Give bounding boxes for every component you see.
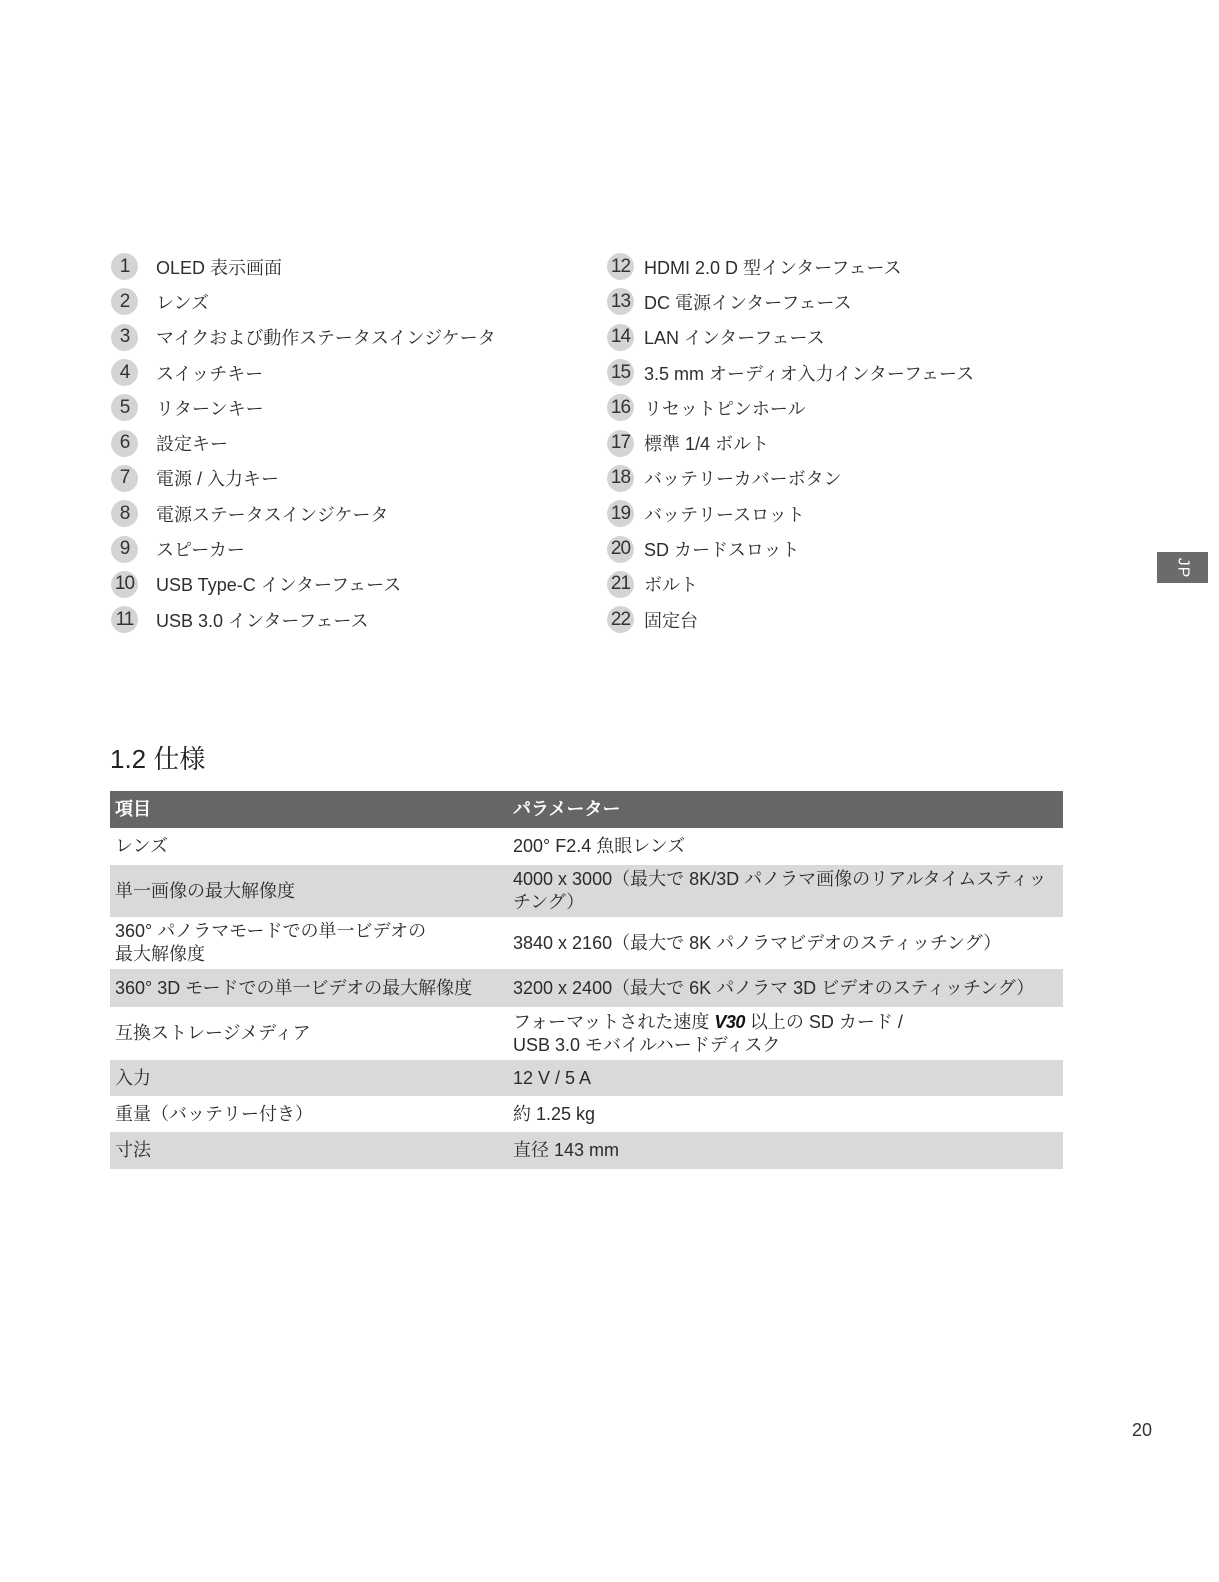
component-item [607,425,1087,460]
component-list-left [111,249,551,637]
component-label: ボルト [644,575,698,596]
component-number-badge: 15 [607,359,634,386]
component-number-badge: 18 [607,465,634,492]
component-item [607,249,1087,284]
spec-row [110,1007,1063,1060]
component-number-badge: 20 [607,536,634,563]
spec-table-header [110,791,1063,828]
component-label: OLED 表示画面 [156,257,283,278]
component-number-badge: 6 [111,430,138,457]
spec-item: 互換ストレージメディア [115,1023,311,1043]
component-item [111,320,551,355]
component-number-badge: 19 [607,500,634,527]
component-label: バッテリーカバーボタン [644,469,842,490]
spec-value: 3840 x 2160（最大で 8K パノラマビデオのスティッチング） [513,932,1002,953]
spec-item: 単一画像の最大解像度 [115,880,295,901]
spec-row [110,1132,1063,1169]
spec-item: 360° 3D モードでの単一ビデオの最大解像度 [115,977,473,998]
component-label: 設定キー [156,434,228,455]
component-label: HDMI 2.0 D 型インターフェース [644,257,902,278]
component-number-badge: 11 [111,606,138,633]
component-item [607,567,1087,602]
v30-speed-class-mark: V30 [714,1011,745,1032]
component-item [607,496,1087,531]
component-item [607,461,1087,496]
spec-item: 重量（バッテリー付き） [115,1103,313,1124]
spec-row [110,828,1063,865]
component-label: LAN インターフェース [644,328,825,349]
spec-value: 約 1.25 kg [513,1103,596,1124]
component-label: 3.5 mm オーディオ入力インターフェース [644,363,975,384]
component-item [111,249,551,284]
spec-row [110,1096,1063,1132]
spec-value: 200° F2.4 魚眼レンズ [513,836,686,856]
component-item [111,425,551,460]
component-number-badge: 17 [607,430,634,457]
component-number-badge: 16 [607,394,634,421]
component-number-badge: 13 [607,288,634,315]
component-item [111,496,551,531]
component-label: レンズ [156,292,210,313]
spec-value-suffix: 以上の SD カード / USB 3.0 モバイルハードディスク [513,1011,903,1055]
spec-item: レンズ [115,836,169,856]
component-label: リターンキー [156,398,264,419]
spec-item: 360° パノラマモードでの単一ビデオの 最大解像度 [115,921,427,964]
component-label: マイクおよび動作ステータスインジケータ [156,328,496,349]
component-item [111,390,551,425]
spec-table [110,791,1063,1169]
spec-value-text [513,1011,903,1057]
component-number-badge: 5 [111,394,138,421]
spec-row [110,865,1063,917]
spec-value [508,1007,1063,1060]
language-tab [1157,552,1208,583]
component-item [607,284,1087,319]
component-label: 電源ステータスインジケータ [156,504,389,525]
spec-row [110,969,1063,1007]
component-label: SD カードスロット [644,540,800,561]
spec-value: 直径 143 mm [513,1140,620,1160]
section-title: 1.2 仕様 [110,744,206,774]
component-number-badge: 14 [607,324,634,351]
component-label: DC 電源インターフェース [644,292,852,313]
component-item [111,602,551,637]
component-number-badge: 21 [607,571,634,598]
spec-item: 入力 [115,1067,151,1088]
component-label: 固定台 [644,610,698,631]
component-item [607,602,1087,637]
spec-row [110,917,1063,969]
spec-value: 3200 x 2400（最大で 6K パノラマ 3D ビデオのスティッチング） [513,977,1035,998]
component-number-badge: 7 [111,465,138,492]
component-number-badge: 1 [111,253,138,280]
component-label: スピーカー [156,540,245,561]
component-list-right [607,249,1087,637]
header-item: 項目 [115,799,151,819]
component-number-badge: 22 [607,606,634,633]
component-number-badge: 10 [111,571,138,598]
page-number: 20 [1131,1420,1152,1440]
component-item [111,284,551,319]
component-number-badge: 9 [111,536,138,563]
component-item [607,355,1087,390]
spec-row [110,1060,1063,1096]
component-item [607,320,1087,355]
component-label: バッテリースロット [644,504,805,525]
component-item [607,531,1087,566]
component-label: 電源 / 入力キー [156,469,280,490]
component-number-badge: 8 [111,500,138,527]
component-item [111,567,551,602]
language-tab-label: JP [1174,557,1192,578]
component-label: 標準 1/4 ボルト [644,434,770,455]
component-number-badge: 3 [111,324,138,351]
component-label: USB 3.0 インターフェース [156,610,369,631]
component-item [111,355,551,390]
component-item [111,461,551,496]
spec-item: 寸法 [115,1140,151,1160]
spec-value: 4000 x 3000（最大で 8K/3D パノラマ画像のリアルタイムスティッチング） [513,869,1047,912]
component-number-badge: 4 [111,359,138,386]
component-label: スイッチキー [156,363,264,384]
component-label: リセットピンホール [644,398,806,419]
spec-value: 12 V / 5 A [513,1067,592,1088]
spec-value-prefix: フォーマットされた速度 [513,1011,715,1032]
component-item [607,390,1087,425]
component-item [111,531,551,566]
component-number-badge: 2 [111,288,138,315]
component-number-badge: 12 [607,253,634,280]
component-label: USB Type-C インターフェース [156,575,402,596]
header-parameter: パラメーター [513,799,621,819]
